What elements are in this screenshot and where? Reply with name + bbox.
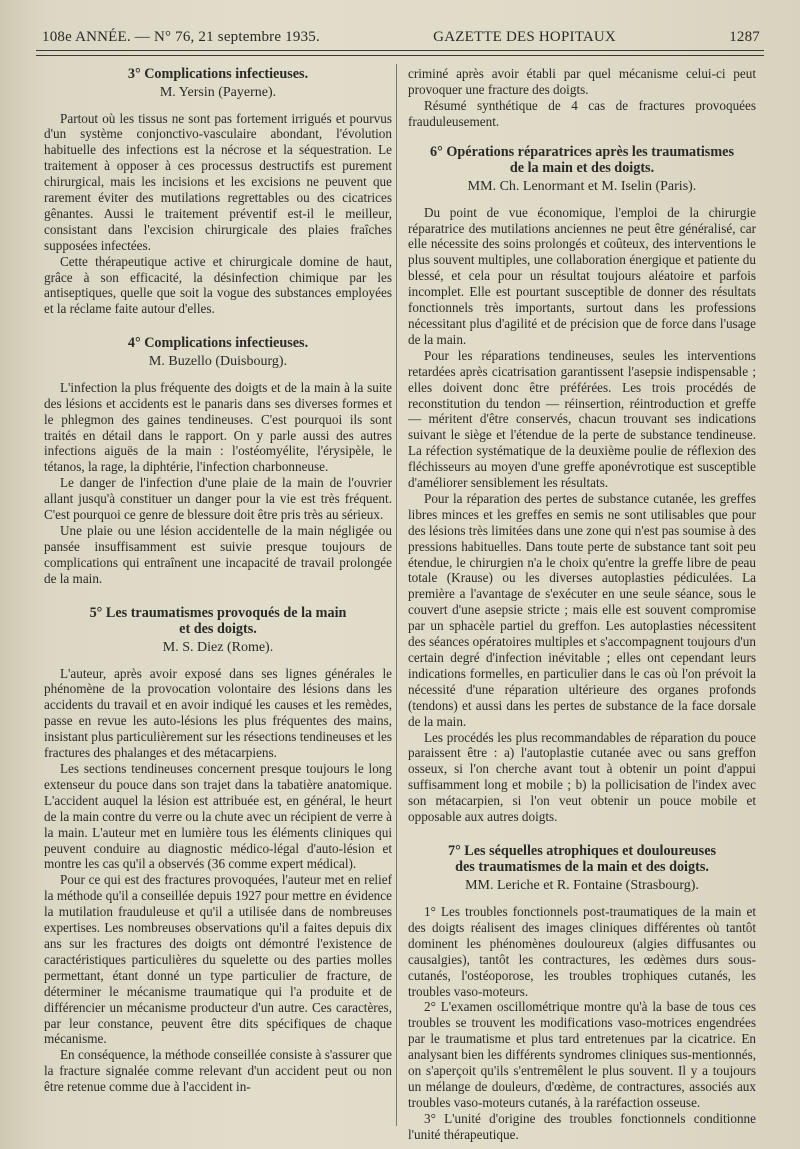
section-5-title-line-2: et des doigts. <box>179 621 257 638</box>
section-7-paragraph-2: 2° L'examen oscillométrique montre qu'à la base de tous ces troubles se trouvent les modifications vaso-motrices engendrées par le traumatisme et plus tard entretenues par la cicatrice. En analysant bien les différents syndromes cliniques sus-mentionnés, on s'aperçoit qu'ils s'entremêlent le plus souvent. Il y a toujours un mélange de douleurs, d'œdème, de contractures, associés aux troubles vaso-moteurs cutanés, à la raréfaction osseuse. <box>408 999 756 1110</box>
section-6-author: MM. Ch. Lenormant et M. Iselin (Paris). <box>467 178 697 194</box>
section-5-author: M. S. Diez (Rome). <box>162 639 274 655</box>
section-5-paragraph-3: Pour ce qui est des fractures provoquées, l'auteur met en relief la méthode qu'il a conseillée depuis 1927 pour mettre en évidence la mutilation frauduleuse et qu'il a utilisée dans de nombreuses expertises. Les nombreuses observations qu'il a faites depuis dix ans sur les fractures des doigts ont démontré l'existence de caractéristiques particulières du squelette ou des parties molles permettant, étant donné un type particulier de fracture, de déterminer le mécanisme traumatique qui l'a produite et de différencier un mécanisme producteur d'un autre. Ces caractères, par leur constance, peuvent être dits spécifiques de chaque mécanisme. <box>44 872 392 1047</box>
section-3-paragraph-2: Cette thérapeutique active et chirurgicale domine de haut, grâce à son efficacité, la désinfection chimique par les antiseptiques, quelle que soit la vogue des substances employées et la réclame faite autour d'elles. <box>44 253 392 317</box>
section-6-paragraph-1: Du point de vue économique, l'emploi de la chirurgie réparatrice des mutilations anciennes ne peut être généralisé, car elle nécessite des soins prolongés et coûteux, des interventions le plus souvent multiples, une collaboration énergique et patiente du blessé, et cela pour un résultat toujours aléatoire et parfois incomplet. Elle est pourtant susceptible de donner des résultats fonctionnels très importants, surtout dans les professions nécessitant plus d'agilité et de précision que de force dans l'usage de la main. <box>408 204 756 347</box>
section-5-paragraph-2: Les sections tendineuses concernent presque toujours le long extenseur du pouce dans son trajet dans la tabatière anatomique. L'accident auquel la lésion est attribuée est, en général, le heurt de la main contre du verre ou la chute avec un récipient de verre à la main. L'auteur met en lumière tous les éléments cliniques qui peuvent conduire au diagnostic médico-légal d'auto-lésion et montre les cas qu'il a observés (36 comme expert médical). <box>44 761 392 872</box>
section-5-title-line-1: 5° Les traumatismes provoqués de la main <box>89 604 347 621</box>
header-journal-title: GAZETTE DES HOPITAUX <box>433 29 616 45</box>
section-3-author: M. Yersin (Payerne). <box>159 84 277 100</box>
section-7-author: MM. Leriche et R. Fontaine (Strasbourg). <box>465 877 699 893</box>
summary-paragraph: Résumé synthétique de 4 cas de fractures provoquées frauduleusement. <box>408 97 756 129</box>
section-7-paragraph-1: 1° Les troubles fonctionnels post-traumatiques de la main et des doigts réalisent des images cliniques différentes où tantôt dominent les phénomènes douloureux (algies diffusantes ou causalgies), tantôt les contractures, les œdèmes durs sous-cutanés, l'ostéoporose, les troubles trophiques cutanés, les troubles vaso-moteurs. <box>408 903 756 999</box>
header-rule-thin <box>36 55 764 56</box>
column-divider <box>396 64 397 1126</box>
continued-paragraph: criminé après avoir établi par quel mécanisme celui-ci peut provoquer une fracture des doigts. <box>408 66 756 97</box>
section-7-title-line-1: 7° Les séquelles atrophiques et douloureuses <box>447 842 717 859</box>
section-3-paragraph-1: Partout où les tissus ne sont pas fortement irrigués et pourvus d'un système conjonctivo-vasculaire abondant, l'évolution habituelle des infections est la nécrose et la séquestration. Le traitement à opposer à ces processus destructifs est purement chirurgical, mais les incisions et les excisions ne peuvent que rarement éviter des mutilations regrettables ou des cicatrices gênantes. Aussi le traitement préventif est-il le meilleur, consistant dans l'excision chirurgicale des plaies fraîches supposées infectées. <box>44 110 392 253</box>
section-6-title-line-2: de la main et des doigts. <box>509 160 655 177</box>
left-column <box>44 66 392 1095</box>
section-4-author: M. Buzello (Duisbourg). <box>148 353 288 369</box>
section-3-title: 3° Complications infectieuses. <box>127 66 309 82</box>
header-rule <box>36 50 764 51</box>
section-4-paragraph-3: Une plaie ou une lésion accidentelle de la main négligée ou pansée insuffisamment est suivie presque toujours de complications qui entraînent une incapacité de travail prolongée de la main. <box>44 522 392 586</box>
section-6-paragraph-2: Pour les réparations tendineuses, seules les interventions retardées après cicatrisation garantissent l'asepsie indispensable ; elles doivent donc être préférées. Les trois procédés de reconstitution du tendon — réinsertion, réintroduction et greffe — méritent d'être conservés, chacun trouvant ses indications suivant le siège et l'étendue de la perte de substance tendineuse. La réfection systématique de la deuxième poulie de réflexion des fléchisseurs au moyen d'une greffe aponévrotique est susceptible d'améliorer sensiblement les résultats. <box>408 347 756 491</box>
header-page-number: 1287 <box>729 29 760 45</box>
section-6-title-line-1: 6° Opérations réparatrices après les traumatismes <box>430 143 734 160</box>
section-5-paragraph-1: L'auteur, après avoir exposé dans ses lignes générales le phénomène de la provocation volontaire des lésions dans les accidents du travail et en avoir indiqué les causes et les remèdes, passe en revue les auto-lésions les plus fréquentes des mains, insistant plus particulièrement sur les résections tendineuses et les fractures des phalanges et des métacarpiens. <box>44 665 392 761</box>
page-header <box>42 24 760 46</box>
section-6-paragraph-3: Pour la réparation des pertes de substance cutanée, les greffes libres minces et les greffes en semis ne sont utilisables que pour des lésions très limitées dans une zone qui n'est pas soumise à des pressions habituelles. Dans toute perte de substance tant soit peu étendue, le chirurgien n'a le choix qu'entre la greffe libre de peau totale (Krause) ou les diverses autoplasties pédiculées. La première a l'avantage de s'exécuter en une seule séance, sous le couvert d'une asepsie stricte ; mais elle est souvent compromise par un sphacèle partiel du greffon. Les autoplasties nécessitent des séances opératoires multiples et s'accompagnent toujours d'un certain degré d'infection inévitable ; elles ont cependant leurs indications formelles, en particulier dans le cas où l'on prévoit la nécessité d'une réparation ultérieure des organes profonds (tendons) et aussi dans les pertes de substance de la face dorsale de la main. <box>408 490 756 729</box>
section-4-title: 4° Complications infectieuses. <box>127 335 309 352</box>
section-4-paragraph-2: Le danger de l'infection d'une plaie de la main de l'ouvrier allant jusqu'à constituer un danger pour la vie est très fréquent. C'est pourquoi ce genre de blessure doit être pris très au sérieux. <box>44 475 392 523</box>
right-column <box>408 66 756 1143</box>
section-4-paragraph-1: L'infection la plus fréquente des doigts et de la main à la suite des lésions et accidents est le panaris dans ses diverses formes et le phlegmon des gaines tendineuses. C'est pourquoi ils sont traités en détail dans le rapport. On y parle aussi des autres infections aiguës de la main : l'ostéomyélite, l'érysipèle, le tétanos, la rage, la diphtérie, l'infection charbonneuse. <box>44 379 392 475</box>
section-6-paragraph-4: Les procédés les plus recommandables de réparation du pouce paraissent être : a) l'autoplastie cutanée avec ou sans greffon osseux, si l'on cherche avant tout à obtenir un point d'appui suffisamment long et mobile ; b) la pollicisation de l'index avec son métacarpien, si l'on veut obtenir un pouce mobile et opposable aux autres doigts. <box>408 729 756 825</box>
section-7-title-line-2: des traumatismes de la main et des doigts. <box>455 859 709 876</box>
section-7-paragraph-3: 3° L'unité d'origine des troubles fonctionnels conditionne l'unité thérapeutique. <box>408 1110 756 1142</box>
header-issue: 108e ANNÉE. — N° 76, 21 septembre 1935. <box>42 29 320 45</box>
section-5-paragraph-4: En conséquence, la méthode conseillée consiste à s'assurer que la fracture signalée comme relevant d'un accident peut ou non être retenue comme due à l'accident in- <box>44 1047 392 1095</box>
